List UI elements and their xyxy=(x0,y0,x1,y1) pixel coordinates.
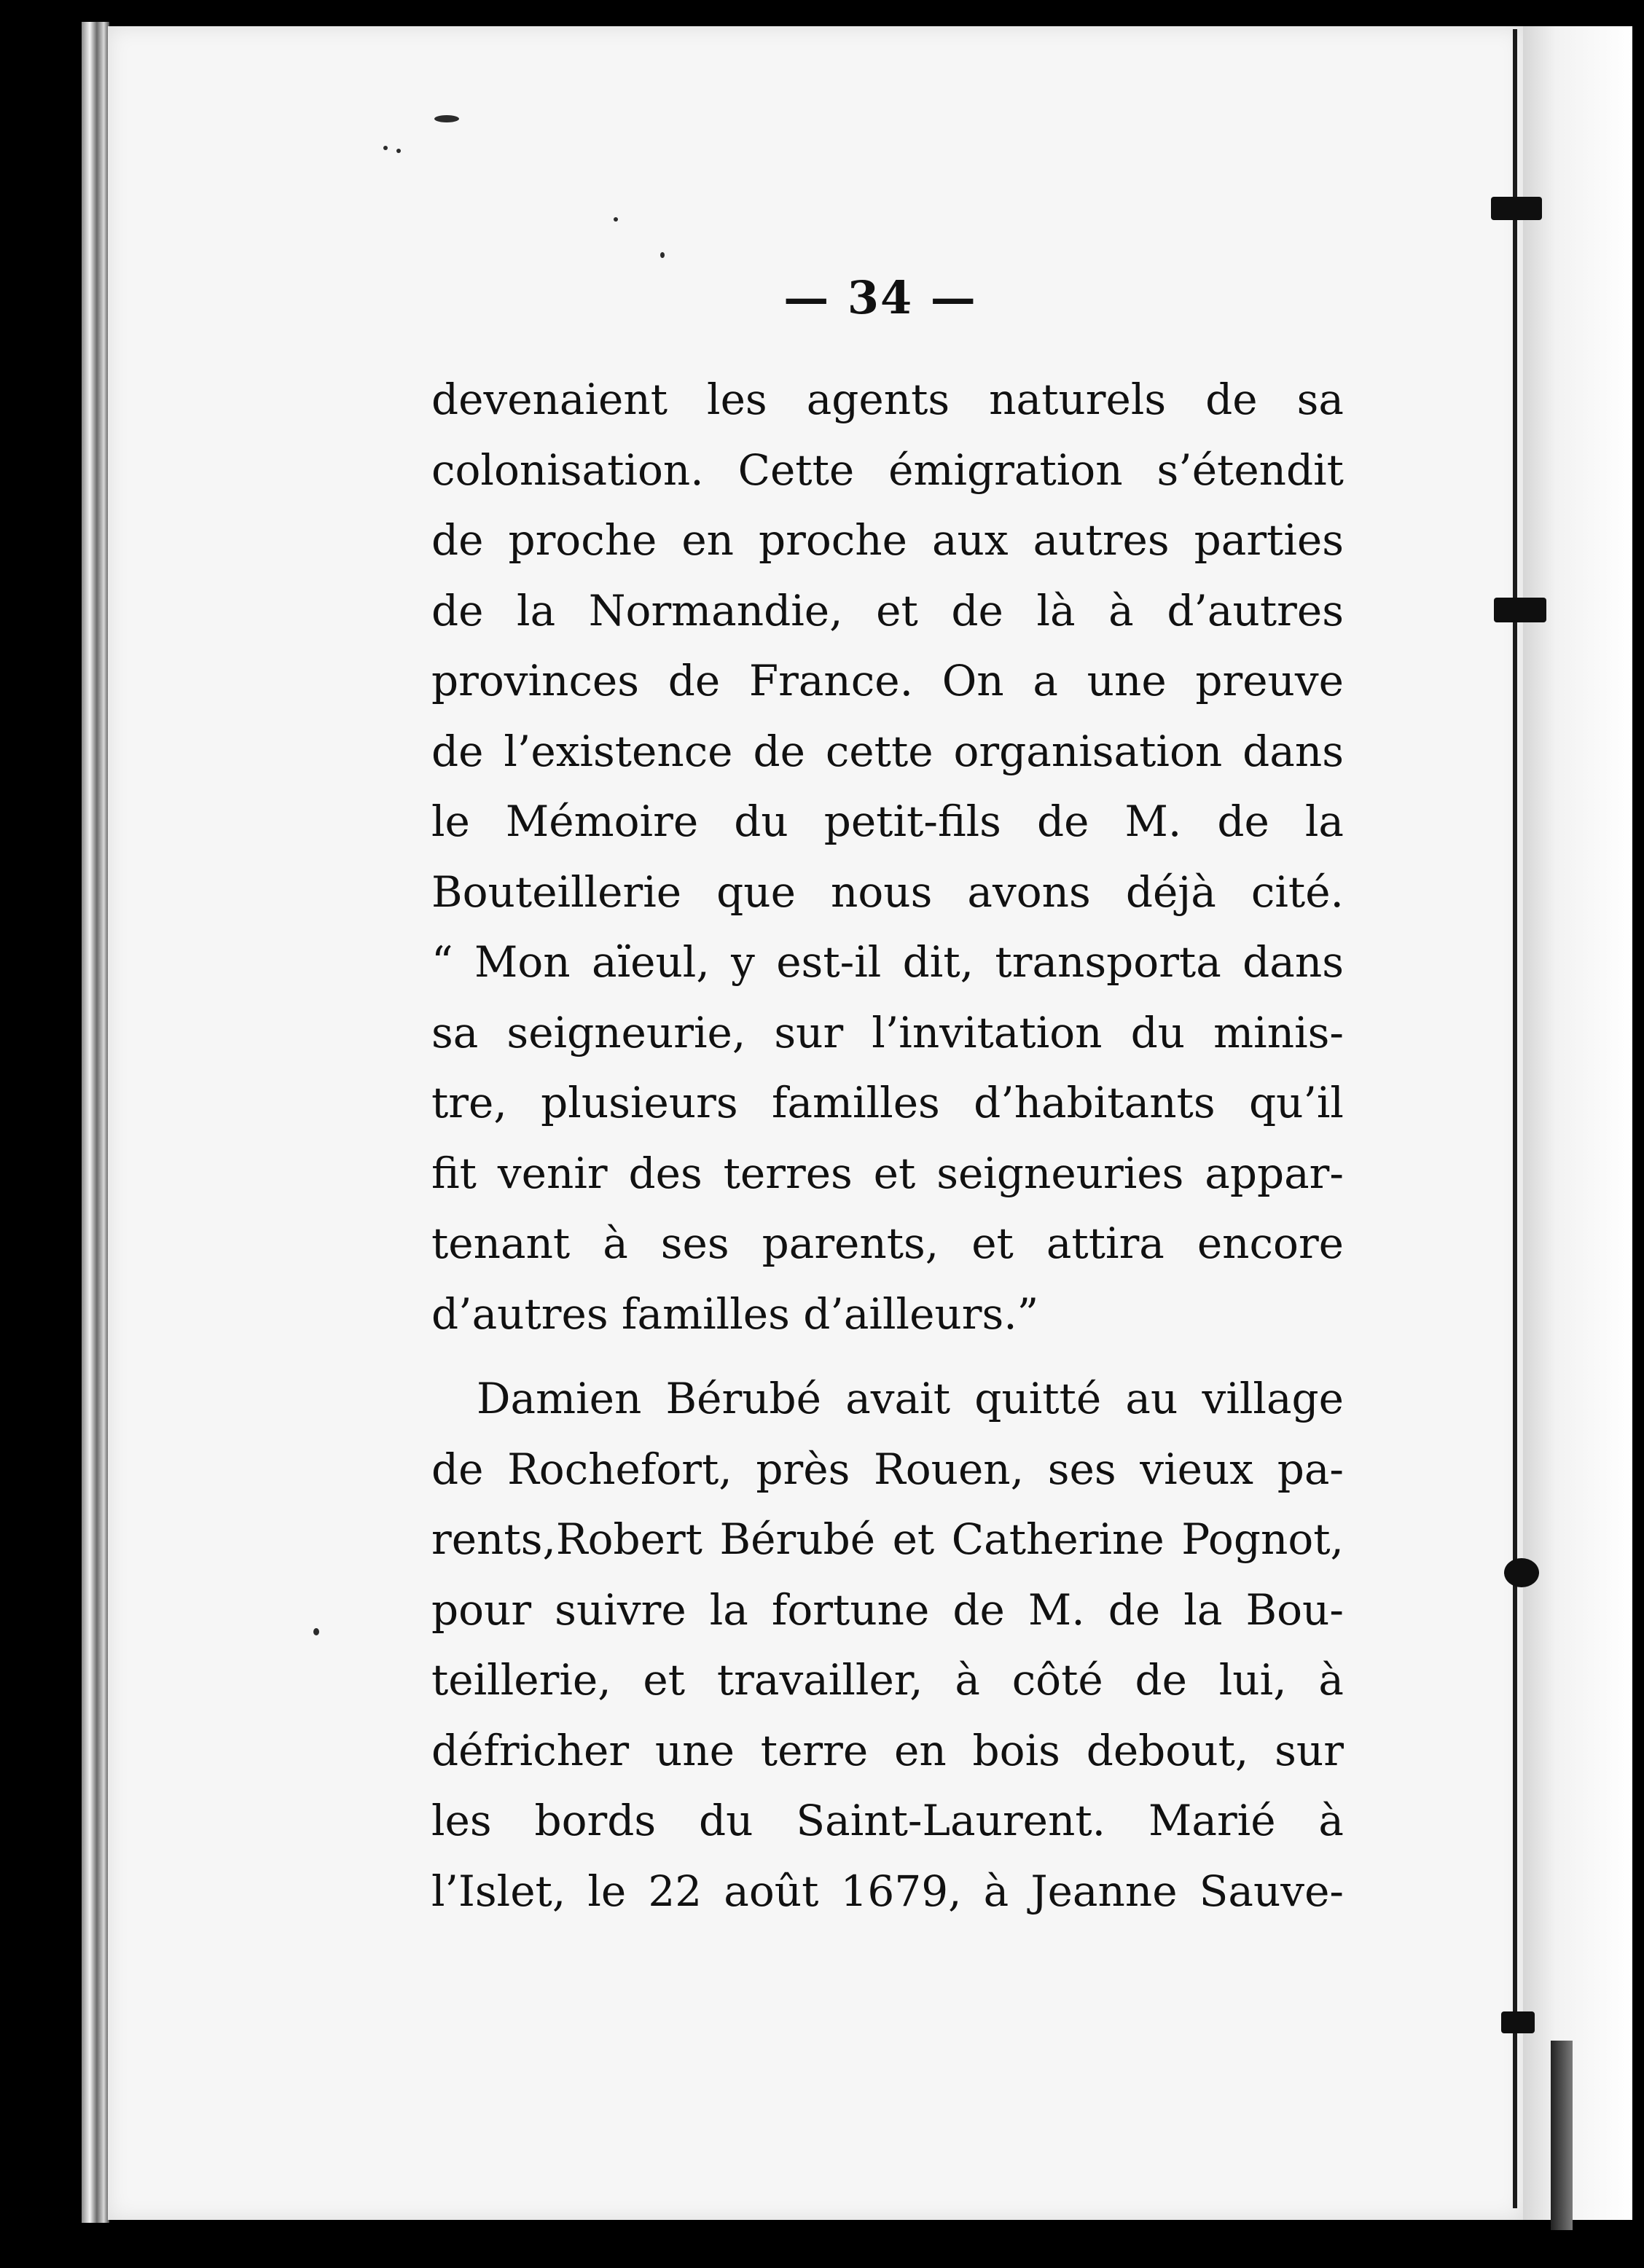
text-line: les bords du Saint-Laurent. Marié à xyxy=(431,1796,1344,1845)
text-line: sa seigneurie, sur l’invitation du minis- xyxy=(431,1007,1344,1057)
gutter-mark xyxy=(1501,2011,1535,2033)
text-line: colonisation. Cette émigration s’étendit xyxy=(431,445,1344,495)
paragraph-gap xyxy=(431,1349,1344,1364)
text-line: Bouteillerie que nous avons déjà cité. xyxy=(431,867,1344,917)
dust-speck xyxy=(383,146,388,150)
text-line: rents,Robert Bérubé et Catherine Pognot, xyxy=(431,1514,1344,1564)
text-line: tenant à ses parents, et attira encore xyxy=(431,1219,1344,1268)
dust-speck xyxy=(434,115,459,122)
text-line: teillerie, et travailler, à côté de lui, à xyxy=(431,1655,1344,1705)
dust-speck xyxy=(313,1628,319,1635)
gutter-mark xyxy=(1491,197,1542,220)
paragraph xyxy=(431,364,1344,1349)
text-line: de la Normandie, et de là à d’autres xyxy=(431,585,1344,636)
text-line: défricher une terre en bois debout, sur xyxy=(431,1725,1344,1775)
text-line: le Mémoire du petit-fils de M. de la xyxy=(431,797,1344,846)
text-line: fit venir des terres et seigneuries appar- xyxy=(431,1148,1344,1198)
gutter-mark xyxy=(1494,598,1546,622)
dust-speck xyxy=(660,252,665,258)
text-line: “ Mon aïeul, y est-il dit, transporta dans xyxy=(431,937,1344,987)
text-line: pour suivre la fortune de M. de la Bou- xyxy=(431,1584,1344,1635)
right-gutter xyxy=(1523,26,1632,2220)
page-number: — 34 — xyxy=(783,271,977,324)
text-line: Damien Bérubé avait quitté au village xyxy=(477,1374,1344,1423)
gutter-tail xyxy=(1551,2041,1573,2230)
text-line: de proche en proche aux autres parties xyxy=(431,515,1344,565)
text-line: provinces de France. On a une preuve xyxy=(431,656,1344,705)
body-text xyxy=(431,364,1344,1926)
text-line: tre, plusieurs familles d’habitants qu’il xyxy=(431,1078,1344,1127)
text-line: d’autres familles d’ailleurs.” xyxy=(431,1289,1039,1339)
dust-speck xyxy=(396,149,401,153)
text-line: de l’existence de cette organisation dans xyxy=(431,726,1344,776)
gutter-line xyxy=(1513,29,1517,2208)
gutter-mark xyxy=(1504,1558,1539,1587)
book-binding-edge xyxy=(82,22,109,2223)
text-line: l’Islet, le 22 août 1679, à Jeanne Sauve- xyxy=(431,1866,1344,1916)
text-line: devenaient les agents naturels de sa xyxy=(431,375,1344,424)
dust-speck xyxy=(614,217,618,222)
text-line: de Rochefort, près Rouen, ses vieux pa- xyxy=(431,1444,1344,1494)
paragraph xyxy=(431,1364,1344,1926)
